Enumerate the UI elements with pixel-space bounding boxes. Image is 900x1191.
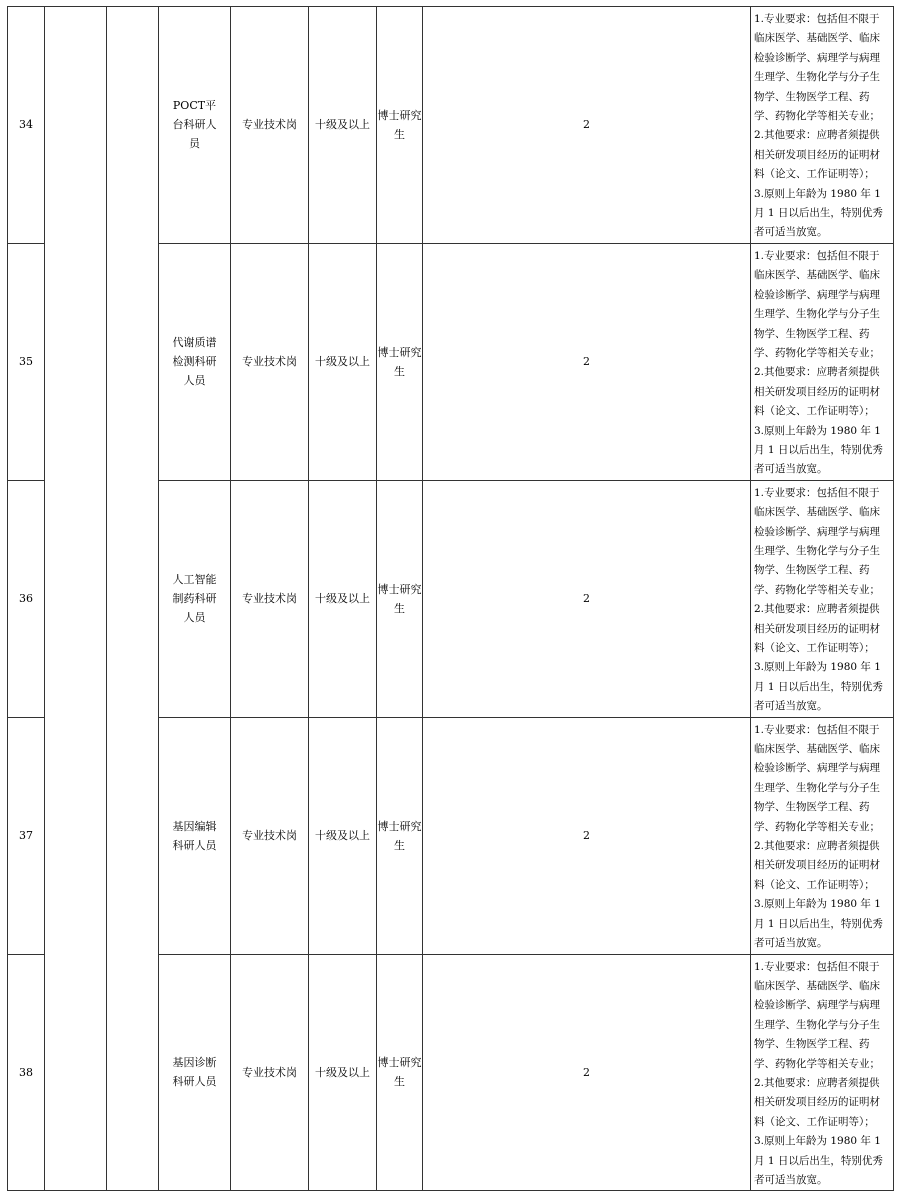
unit-cell xyxy=(107,7,159,1191)
position-name-cell xyxy=(159,717,231,954)
age-requirement: 3.原则上年龄为 1980 年 1 月 1 日以后出生，特别优秀者可适当放宽。 xyxy=(754,661,883,713)
position-type: 专业技术岗 xyxy=(231,717,309,954)
row-number: 37 xyxy=(8,717,45,954)
other-requirement: 2.其他要求：应聘者须提供相关研发项目经历的证明材料（论文、工作证明等）； xyxy=(754,129,880,181)
major-requirement: 1.专业要求：包括但不限于临床医学、基础医学、临床检验诊断学、病理学与病理生理学、生物化学与分子生物学、生物医学工程、药学、药物化学等相关专业； xyxy=(754,960,880,1070)
hiring-count: 2 xyxy=(423,7,751,244)
position-name-cell xyxy=(159,480,231,717)
education-requirement: 博士研究生 xyxy=(377,480,423,717)
position-type: 专业技术岗 xyxy=(231,243,309,480)
position-level: 十级及以上 xyxy=(309,480,377,717)
requirements-cell xyxy=(751,480,894,717)
age-requirement: 3.原则上年龄为 1980 年 1 月 1 日以后出生，特别优秀者可适当放宽。 xyxy=(754,898,883,950)
education-requirement: 博士研究生 xyxy=(377,717,423,954)
education-requirement: 博士研究生 xyxy=(377,7,423,244)
requirements-cell xyxy=(751,954,894,1191)
major-requirement: 1.专业要求：包括但不限于临床医学、基础医学、临床检验诊断学、病理学与病理生理学、生物化学与分子生物学、生物医学工程、药学、药物化学等相关专业； xyxy=(754,723,880,833)
age-requirement: 3.原则上年龄为 1980 年 1 月 1 日以后出生，特别优秀者可适当放宽。 xyxy=(754,1135,883,1186)
age-requirement: 3.原则上年龄为 1980 年 1 月 1 日以后出生，特别优秀者可适当放宽。 xyxy=(754,424,883,476)
major-requirement: 1.专业要求：包括但不限于临床医学、基础医学、临床检验诊断学、病理学与病理生理学、生物化学与分子生物学、生物医学工程、药学、药物化学等相关专业； xyxy=(754,13,880,123)
requirements-cell xyxy=(751,243,894,480)
position-name: POCT平台科研人员 xyxy=(172,99,217,151)
position-level: 十级及以上 xyxy=(309,7,377,244)
other-requirement: 2.其他要求：应聘者须提供相关研发项目经历的证明材料（论文、工作证明等）； xyxy=(754,840,880,891)
other-requirement: 2.其他要求：应聘者须提供相关研发项目经历的证明材料（论文、工作证明等）； xyxy=(754,1076,880,1128)
major-requirement: 1.专业要求：包括但不限于临床医学、基础医学、临床检验诊断学、病理学与病理生理学、生物化学与分子生物学、生物医学工程、药学、药物化学等相关专业； xyxy=(754,486,880,596)
hiring-count: 2 xyxy=(423,717,751,954)
position-level: 十级及以上 xyxy=(309,717,377,954)
position-name: 基因编辑科研人员 xyxy=(172,819,217,852)
table-row xyxy=(8,7,894,244)
row-number: 36 xyxy=(8,480,45,717)
position-name-cell xyxy=(159,7,231,244)
position-type: 专业技术岗 xyxy=(231,7,309,244)
row-number: 34 xyxy=(8,7,45,244)
position-type: 专业技术岗 xyxy=(231,480,309,717)
requirements-cell xyxy=(751,717,894,954)
position-name: 基因诊断科研人员 xyxy=(172,1056,217,1089)
other-requirement: 2.其他要求：应聘者须提供相关研发项目经历的证明材料（论文、工作证明等）； xyxy=(754,366,880,418)
row-number: 35 xyxy=(8,243,45,480)
hiring-count: 2 xyxy=(423,954,751,1191)
position-level: 十级及以上 xyxy=(309,243,377,480)
row-number: 38 xyxy=(8,954,45,1191)
position-name-cell xyxy=(159,243,231,480)
requirements-cell xyxy=(751,7,894,244)
hiring-count: 2 xyxy=(423,243,751,480)
position-name: 人工智能制药科研人员 xyxy=(172,573,217,625)
position-name-cell xyxy=(159,954,231,1191)
major-requirement: 1.专业要求：包括但不限于临床医学、基础医学、临床检验诊断学、病理学与病理生理学、生物化学与分子生物学、生物医学工程、药学、药物化学等相关专业； xyxy=(754,249,880,359)
position-type: 专业技术岗 xyxy=(231,954,309,1191)
department-cell xyxy=(45,7,107,1191)
hiring-count: 2 xyxy=(423,480,751,717)
position-name: 代谢质谱检测科研人员 xyxy=(172,336,217,388)
education-requirement: 博士研究生 xyxy=(377,243,423,480)
other-requirement: 2.其他要求：应聘者须提供相关研发项目经历的证明材料（论文、工作证明等）； xyxy=(754,603,880,654)
age-requirement: 3.原则上年龄为 1980 年 1 月 1 日以后出生，特别优秀者可适当放宽。 xyxy=(754,187,883,239)
position-level: 十级及以上 xyxy=(309,954,377,1191)
education-requirement: 博士研究生 xyxy=(377,954,423,1191)
recruitment-table xyxy=(7,6,894,1191)
